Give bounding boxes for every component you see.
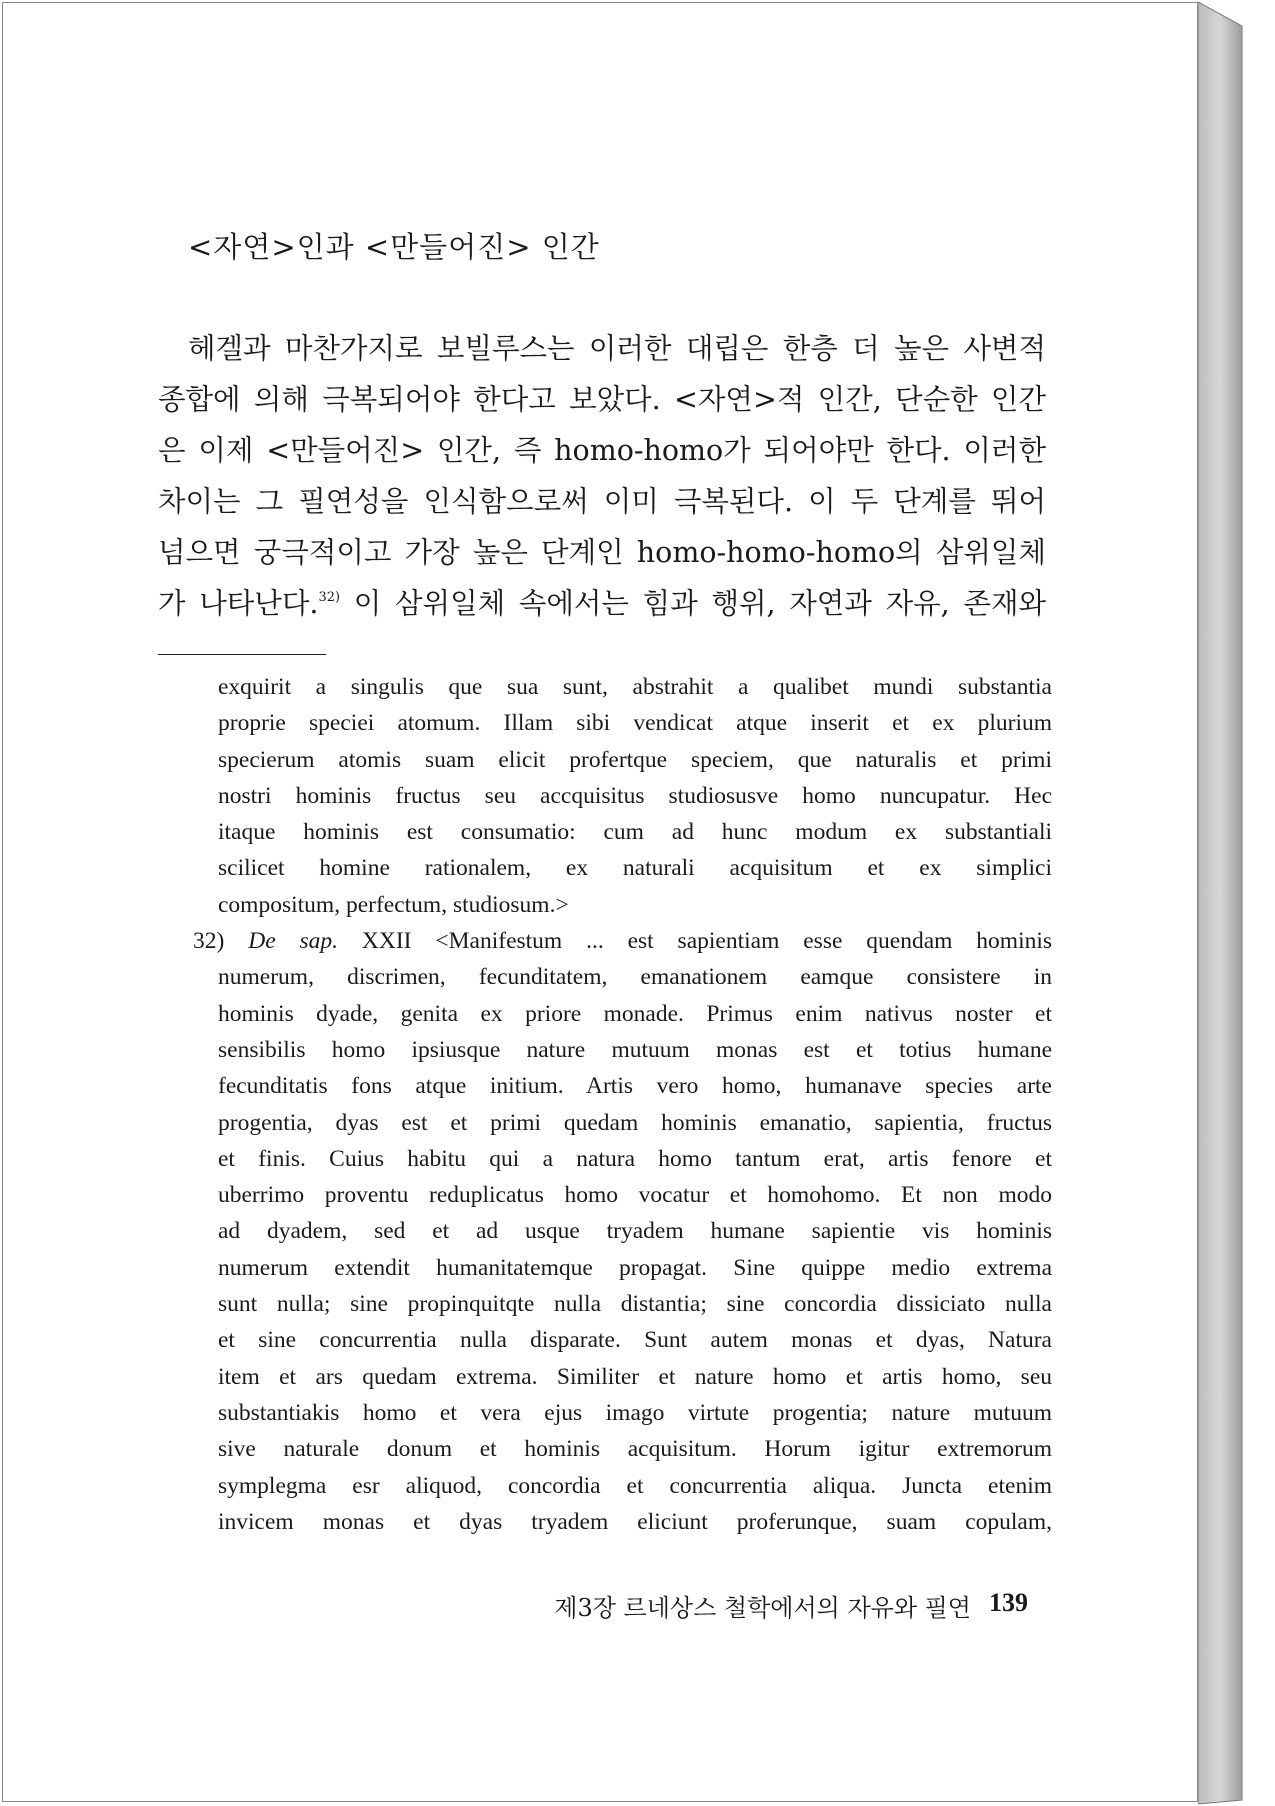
footnote-line: item et ars quedam extrema. Similiter et nature homo et artis homo, seu xyxy=(218,1363,1052,1390)
footnote-source-rest: XXII <Manifestum ... est sapientiam esse quendam hominis xyxy=(338,928,1053,955)
footnote-line: et sine concurrentia nulla disparate. Sunt autem monas et dyas, Natura xyxy=(218,1327,1052,1354)
footnote-line: progentia, dyas est et primi quedam hominis emanatio, sapientia, fructus xyxy=(218,1109,1052,1136)
footnote-line: specierum atomis suam elicit profertque speciem, que naturalis et primi xyxy=(218,746,1052,773)
footnote-line: sive naturale donum et hominis acquisitum. Horum igitur extremorum xyxy=(218,1436,1052,1463)
body-line: 넘으면 궁극적이고 가장 높은 단계인 homo-homo-homo의 삼위일체 xyxy=(158,536,1046,569)
footnote-line: et finis. Cuius habitu qui a natura homo tantum erat, artis fenore et xyxy=(218,1145,1052,1172)
running-header-title: <자연>인과 <만들어진> 인간 xyxy=(188,230,600,264)
body-line-end: 이 삼위일체 속에서는 힘과 행위, 자연과 자유, 존재와 xyxy=(340,587,1047,620)
page-stack-edge-graphic xyxy=(1198,0,1246,1806)
footnote-line: sunt nulla; sine propinquitqte nulla distantia; sine concordia dissiciato nulla xyxy=(218,1291,1052,1318)
footnote-line: symplegma esr aliquod, concordia et concurrentia aliqua. Juncta etenim xyxy=(218,1472,1052,1499)
footnote-line: compositum, perfectum, studiosum.> xyxy=(218,891,569,918)
footnote-source-title: De sap. xyxy=(248,928,339,955)
footnote-divider xyxy=(158,654,326,655)
body-paragraph xyxy=(158,323,1046,629)
footnote-line: proprie speciei atomum. Illam sibi vendicat atque inserit et ex plurium xyxy=(218,710,1052,737)
page-stack-edge xyxy=(1198,0,1246,1806)
footnote-line: sensibilis homo ipsiusque nature mutuum monas est et totius humane xyxy=(218,1036,1052,1063)
body-line: 차이는 그 필연성을 인식함으로써 이미 극복된다. 이 두 단계를 뛰어 xyxy=(158,485,1046,518)
footnote-line: fecunditatis fons atque initium. Artis vero homo, humanave species arte xyxy=(218,1073,1052,1100)
body-line: 헤겔과 마찬가지로 보빌루스는 이러한 대립은 한층 더 높은 사변적 xyxy=(188,332,1046,365)
footnote-line: numerum, discrimen, fecunditatem, emanationem eamque consistere in xyxy=(218,964,1052,991)
footnote-reference[interactable]: 32) xyxy=(318,590,341,605)
footnote-line: numerum extendit humanitatemque propagat. Sine quippe medio extrema xyxy=(218,1254,1052,1281)
footnote-line: invicem monas et dyas tryadem eliciunt proferunque, suam copulam, xyxy=(218,1508,1052,1535)
footnote-32-first-line xyxy=(193,923,1052,959)
body-line: 종합에 의해 극복되어야 한다고 보았다. <자연>적 인간, 단순한 인간 xyxy=(158,383,1046,416)
footnote-line: ad dyadem, sed et ad usque tryadem humane sapientie vis hominis xyxy=(218,1218,1052,1245)
body-line: 은 이제 <만들어진> 인간, 즉 homo-homo가 되어야만 한다. 이러한 xyxy=(158,434,1046,467)
footer-chapter-title: 제3장 르네상스 철학에서의 자유와 필연 xyxy=(554,1594,971,1622)
page-number: 139 xyxy=(989,1588,1028,1617)
running-footer xyxy=(508,1588,1028,1623)
footnote-line: nostri hominis fructus seu accquisitus studiosusve homo nuncupatur. Hec xyxy=(218,782,1052,809)
footnote-line: exquirit a singulis que sua sunt, abstrahit a qualibet mundi substantia xyxy=(218,674,1052,700)
footnote-line: hominis dyade, genita ex priore monade. Primus enim nativus noster et xyxy=(218,1000,1052,1027)
footnotes xyxy=(193,669,1053,1540)
footnote-number: 32) xyxy=(193,928,225,955)
footnote-line: itaque hominis est consumatio: cum ad hunc modum ex substantiali xyxy=(218,819,1052,846)
footnote-line: scilicet homine rationalem, ex naturali acquisitum et ex simplici xyxy=(218,855,1052,882)
footnote-line: substantiakis homo et vera ejus imago virtute progentia; nature mutuum xyxy=(218,1399,1052,1426)
body-line-start: 가 나타난다. xyxy=(158,587,319,620)
book-page xyxy=(2,2,1198,1802)
body-line-last xyxy=(158,578,1046,629)
footnote-line: uberrimo proventu reduplicatus homo vocatur et homohomo. Et non modo xyxy=(218,1182,1052,1209)
